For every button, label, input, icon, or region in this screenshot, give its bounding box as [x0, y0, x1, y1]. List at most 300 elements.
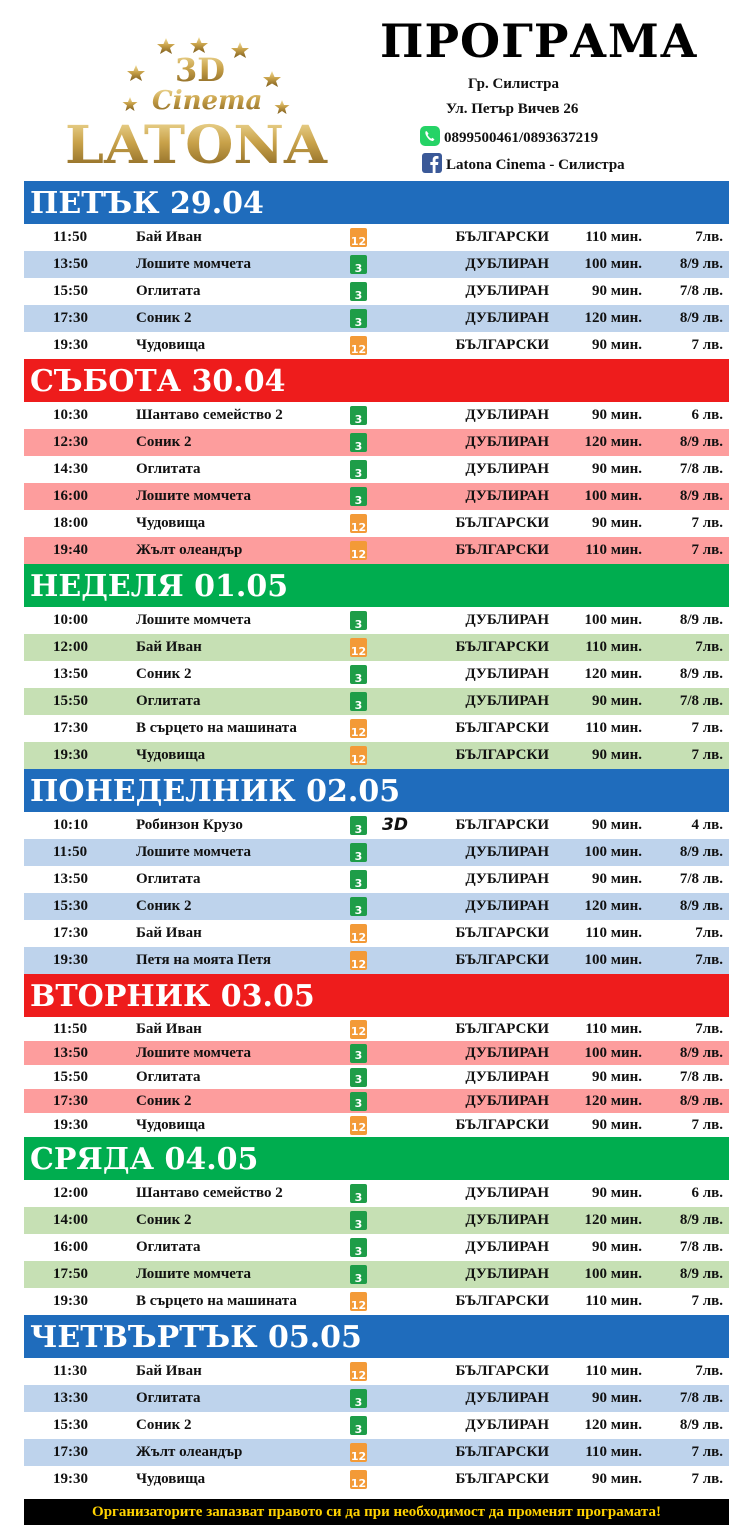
language: БЪЛГАРСКИ — [455, 1021, 549, 1037]
screening-time: 12:00 — [53, 1185, 88, 1201]
logo-cinema-text: Cinema — [152, 86, 263, 116]
movie-title: Бай Иван — [136, 1363, 202, 1379]
ticket-price: 7 лв. — [691, 1117, 723, 1133]
screening-time: 17:50 — [53, 1266, 88, 1282]
day-header: ЧЕТВЪРТЪК 05.05 — [24, 1315, 729, 1358]
duration: 100 мин. — [584, 1266, 642, 1282]
day-header: НЕДЕЛЯ 01.05 — [24, 564, 729, 607]
screening-time: 19:30 — [53, 1117, 88, 1133]
age-rating-value: 3 — [350, 1092, 367, 1111]
ticket-price: 7/8 лв. — [679, 1390, 723, 1406]
age-rating-value: 3 — [350, 282, 367, 301]
movie-title: Чудовища — [136, 1117, 206, 1133]
language: ДУБЛИРАН — [465, 407, 549, 423]
age-rating-value: 3 — [350, 460, 367, 479]
age-rating-value: 3 — [350, 897, 367, 916]
movie-title: Жълт олеандър — [136, 542, 243, 558]
screening-row — [24, 1288, 729, 1315]
ticket-price: 8/9 лв. — [679, 256, 723, 272]
ticket-price: 7 лв. — [691, 515, 723, 531]
screening-time: 13:50 — [53, 871, 88, 887]
screening-row — [24, 429, 729, 456]
language: БЪЛГАРСКИ — [455, 1363, 549, 1379]
screening-row — [24, 305, 729, 332]
ticket-price: 8/9 лв. — [679, 1093, 723, 1109]
screening-row — [24, 607, 729, 634]
movie-title: Соник 2 — [136, 434, 192, 450]
screening-time: 10:10 — [53, 817, 88, 833]
screening-row — [24, 278, 729, 305]
screening-time: 12:30 — [53, 434, 88, 450]
ticket-price: 6 лв. — [691, 407, 723, 423]
screening-time: 18:00 — [53, 515, 88, 531]
language: ДУБЛИРАН — [465, 488, 549, 504]
screening-time: 13:50 — [53, 256, 88, 272]
movie-title: Оглитата — [136, 693, 201, 709]
movie-title: Лошите момчета — [136, 612, 252, 628]
ticket-price: 7 лв. — [691, 337, 723, 353]
language: ДУБЛИРАН — [465, 1239, 549, 1255]
logo-graphic — [60, 35, 335, 170]
facebook-icon — [422, 153, 442, 173]
screening-row — [24, 947, 729, 974]
duration: 90 мин. — [591, 515, 642, 531]
language: БЪЛГАРСКИ — [455, 925, 549, 941]
screening-time: 14:00 — [53, 1212, 88, 1228]
age-rating-value: 3 — [350, 665, 367, 684]
screening-time: 17:30 — [53, 925, 88, 941]
language: ДУБЛИРАН — [465, 844, 549, 860]
age-rating-value: 3 — [350, 1184, 367, 1203]
screening-time: 11:30 — [53, 1363, 88, 1379]
screening-row — [24, 224, 729, 251]
screening-row — [24, 1089, 729, 1113]
screening-time: 11:50 — [53, 1021, 88, 1037]
ticket-price: 8/9 лв. — [679, 844, 723, 860]
screening-row — [24, 866, 729, 893]
screening-time: 13:50 — [53, 1045, 88, 1061]
movie-title: Оглитата — [136, 283, 201, 299]
screening-row — [24, 483, 729, 510]
movie-title: Лошите момчета — [136, 488, 252, 504]
language: ДУБЛИРАН — [465, 1185, 549, 1201]
ticket-price: 7 лв. — [691, 747, 723, 763]
screening-row — [24, 634, 729, 661]
language: ДУБЛИРАН — [465, 1093, 549, 1109]
screening-row — [24, 742, 729, 769]
movie-title: Шантаво семейство 2 — [136, 407, 283, 423]
ticket-price: 8/9 лв. — [679, 666, 723, 682]
disclaimer-footer: Организаторите запазват правото си да при необходимост да променят програмата! — [24, 1499, 729, 1525]
age-rating-value: 3 — [350, 1265, 367, 1284]
movie-title: Соник 2 — [136, 666, 192, 682]
duration: 100 мин. — [584, 1045, 642, 1061]
screening-row — [24, 251, 729, 278]
age-rating-value: 12 — [350, 514, 367, 533]
ticket-price: 7 лв. — [691, 1444, 723, 1460]
ticket-price: 7лв. — [695, 1363, 723, 1379]
logo-3d-text: 3D — [175, 51, 226, 89]
ticket-price: 8/9 лв. — [679, 612, 723, 628]
schedule — [24, 181, 729, 1493]
movie-title: Бай Иван — [136, 1021, 202, 1037]
facebook-page-name: Latona Cinema - Силистра — [446, 157, 625, 173]
age-rating-icon — [350, 1470, 367, 1497]
duration: 90 мин. — [591, 461, 642, 477]
screening-time: 19:30 — [53, 952, 88, 968]
screening-row — [24, 812, 729, 839]
language: БЪЛГАРСКИ — [455, 720, 549, 736]
ticket-price: 7 лв. — [691, 542, 723, 558]
duration: 90 мин. — [591, 871, 642, 887]
ticket-price: 7/8 лв. — [679, 693, 723, 709]
ticket-price: 8/9 лв. — [679, 1045, 723, 1061]
movie-title: Бай Иван — [136, 925, 202, 941]
duration: 90 мин. — [591, 1069, 642, 1085]
screening-row — [24, 332, 729, 359]
age-rating-icon — [350, 1043, 367, 1067]
language: ДУБЛИРАН — [465, 693, 549, 709]
age-rating-value: 12 — [350, 719, 367, 738]
poster-header — [0, 0, 750, 180]
ticket-price: 7/8 лв. — [679, 1069, 723, 1085]
movie-title: Соник 2 — [136, 898, 192, 914]
age-rating-icon — [350, 1067, 367, 1091]
ticket-price: 8/9 лв. — [679, 310, 723, 326]
language: БЪЛГАРСКИ — [455, 542, 549, 558]
screening-time: 11:50 — [53, 844, 88, 860]
screening-time: 16:00 — [53, 1239, 88, 1255]
age-rating-value: 3 — [350, 1389, 367, 1408]
screening-time: 12:00 — [53, 639, 88, 655]
duration: 90 мин. — [591, 1239, 642, 1255]
duration: 90 мин. — [591, 337, 642, 353]
screening-time: 14:30 — [53, 461, 88, 477]
language: БЪЛГАРСКИ — [455, 337, 549, 353]
age-rating-icon — [350, 1115, 367, 1139]
screening-row — [24, 1180, 729, 1207]
screening-time: 16:00 — [53, 488, 88, 504]
ticket-price: 6 лв. — [691, 1185, 723, 1201]
movie-title: В сърцето на машината — [136, 720, 297, 736]
latona-cinema-logo — [60, 35, 335, 170]
screening-time: 19:40 — [53, 542, 88, 558]
ticket-price: 8/9 лв. — [679, 488, 723, 504]
screening-row — [24, 920, 729, 947]
language: ДУБЛИРАН — [465, 1417, 549, 1433]
movie-title: Чудовища — [136, 515, 206, 531]
language: БЪЛГАРСКИ — [455, 229, 549, 245]
age-rating-value: 12 — [350, 336, 367, 355]
screening-row — [24, 839, 729, 866]
age-rating-icon — [350, 541, 367, 568]
duration: 90 мин. — [591, 1117, 642, 1133]
duration: 100 мин. — [584, 612, 642, 628]
screening-row — [24, 1041, 729, 1065]
ticket-price: 8/9 лв. — [679, 1266, 723, 1282]
duration: 120 мин. — [584, 434, 642, 450]
ticket-price: 8/9 лв. — [679, 1212, 723, 1228]
viber-phone-icon — [420, 126, 440, 146]
duration: 110 мин. — [585, 720, 642, 736]
duration: 90 мин. — [591, 1185, 642, 1201]
duration: 90 мин. — [591, 1471, 642, 1487]
screening-time: 17:30 — [53, 1444, 88, 1460]
screening-time: 15:50 — [53, 693, 88, 709]
screening-row — [24, 1358, 729, 1385]
language: ДУБЛИРАН — [465, 461, 549, 477]
ticket-price: 7/8 лв. — [679, 1239, 723, 1255]
duration: 100 мин. — [584, 952, 642, 968]
screening-row — [24, 537, 729, 564]
movie-title: Чудовища — [136, 1471, 206, 1487]
screening-row — [24, 1017, 729, 1041]
duration: 90 мин. — [591, 407, 642, 423]
movie-title: Соник 2 — [136, 1417, 192, 1433]
ticket-price: 7/8 лв. — [679, 461, 723, 477]
age-rating-value: 12 — [350, 638, 367, 657]
age-rating-value: 12 — [350, 228, 367, 247]
age-rating-value: 3 — [350, 487, 367, 506]
movie-title: Робинзон Крузо — [136, 817, 243, 833]
age-rating-icon — [350, 1091, 367, 1115]
language: ДУБЛИРАН — [465, 283, 549, 299]
screening-time: 17:30 — [53, 310, 88, 326]
duration: 110 мин. — [585, 925, 642, 941]
ticket-price: 7лв. — [695, 1021, 723, 1037]
3d-format-icon: 3D — [382, 815, 408, 835]
duration: 110 мин. — [585, 542, 642, 558]
ticket-price: 7лв. — [695, 952, 723, 968]
street-address: Ул. Петър Вичев 26 — [446, 101, 579, 117]
language: ДУБЛИРАН — [465, 1069, 549, 1085]
age-rating-icon — [350, 746, 367, 773]
age-rating-value: 12 — [350, 951, 367, 970]
age-rating-value: 12 — [350, 1362, 367, 1381]
language: ДУБЛИРАН — [465, 310, 549, 326]
language: ДУБЛИРАН — [465, 1390, 549, 1406]
duration: 120 мин. — [584, 1212, 642, 1228]
age-rating-value: 12 — [350, 1443, 367, 1462]
phone-line — [420, 126, 598, 147]
age-rating-value: 3 — [350, 433, 367, 452]
language: БЪЛГАРСКИ — [455, 1444, 549, 1460]
age-rating-value: 3 — [350, 692, 367, 711]
screening-time: 11:50 — [53, 229, 88, 245]
language: ДУБЛИРАН — [465, 434, 549, 450]
movie-title: Оглитата — [136, 1069, 201, 1085]
age-rating-value: 12 — [350, 924, 367, 943]
age-rating-value: 3 — [350, 1211, 367, 1230]
screening-row — [24, 1412, 729, 1439]
language: БЪЛГАРСКИ — [455, 1117, 549, 1133]
movie-title: Лошите момчета — [136, 844, 252, 860]
language: ДУБЛИРАН — [465, 256, 549, 272]
age-rating-value: 3 — [350, 255, 367, 274]
movie-title: Оглитата — [136, 461, 201, 477]
language: ДУБЛИРАН — [465, 898, 549, 914]
movie-title: Соник 2 — [136, 310, 192, 326]
ticket-price: 7лв. — [695, 639, 723, 655]
screening-time: 17:30 — [53, 720, 88, 736]
screening-row — [24, 893, 729, 920]
screening-time: 15:50 — [53, 1069, 88, 1085]
language: БЪЛГАРСКИ — [455, 1293, 549, 1309]
screening-row — [24, 1261, 729, 1288]
duration: 100 мин. — [584, 488, 642, 504]
duration: 110 мин. — [585, 1444, 642, 1460]
screening-time: 15:50 — [53, 283, 88, 299]
age-rating-value: 3 — [350, 1044, 367, 1063]
movie-title: Лошите момчета — [136, 1045, 252, 1061]
age-rating-icon — [350, 951, 367, 978]
movie-title: Оглитата — [136, 1239, 201, 1255]
age-rating-value: 3 — [350, 1068, 367, 1087]
language: ДУБЛИРАН — [465, 612, 549, 628]
age-rating-value: 3 — [350, 1416, 367, 1435]
language: ДУБЛИРАН — [465, 666, 549, 682]
ticket-price: 8/9 лв. — [679, 434, 723, 450]
screening-row — [24, 661, 729, 688]
ticket-price: 4 лв. — [691, 817, 723, 833]
screening-time: 19:30 — [53, 337, 88, 353]
screening-time: 13:30 — [53, 1390, 88, 1406]
screening-row — [24, 1207, 729, 1234]
age-rating-value: 3 — [350, 406, 367, 425]
duration: 120 мин. — [584, 310, 642, 326]
duration: 120 мин. — [584, 898, 642, 914]
ticket-price: 7лв. — [695, 925, 723, 941]
screening-time: 15:30 — [53, 898, 88, 914]
movie-title: Оглитата — [136, 1390, 201, 1406]
day-header: СЪБОТА 30.04 — [24, 359, 729, 402]
duration: 90 мин. — [591, 747, 642, 763]
day-header: ПЕТЪК 29.04 — [24, 181, 729, 224]
language: ДУБЛИРАН — [465, 1212, 549, 1228]
duration: 90 мин. — [591, 1390, 642, 1406]
movie-title: Чудовища — [136, 337, 206, 353]
screening-row — [24, 1234, 729, 1261]
movie-title: В сърцето на машината — [136, 1293, 297, 1309]
screening-row — [24, 688, 729, 715]
age-rating-icon — [350, 1292, 367, 1319]
age-rating-value: 3 — [350, 611, 367, 630]
city-text: Гр. Силистра — [468, 76, 560, 92]
duration: 120 мин. — [584, 1417, 642, 1433]
duration: 110 мин. — [585, 639, 642, 655]
ticket-price: 8/9 лв. — [679, 898, 723, 914]
screening-row — [24, 1439, 729, 1466]
phone-numbers: 0899500461/0893637219 — [444, 130, 599, 146]
screening-time: 10:30 — [53, 407, 88, 423]
facebook-line — [422, 153, 625, 174]
age-rating-value: 12 — [350, 1116, 367, 1135]
duration: 110 мин. — [585, 1021, 642, 1037]
movie-title: Оглитата — [136, 871, 201, 887]
duration: 120 мин. — [584, 666, 642, 682]
age-rating-icon — [350, 336, 367, 363]
ticket-price: 7 лв. — [691, 1471, 723, 1487]
day-header: ПОНЕДЕЛНИК 02.05 — [24, 769, 729, 812]
screening-time: 19:30 — [53, 1293, 88, 1309]
age-rating-value: 12 — [350, 746, 367, 765]
screening-row — [24, 715, 729, 742]
ticket-price: 7/8 лв. — [679, 871, 723, 887]
screening-time: 15:30 — [53, 1417, 88, 1433]
duration: 90 мин. — [591, 283, 642, 299]
movie-title: Бай Иван — [136, 639, 202, 655]
movie-title: Соник 2 — [136, 1093, 192, 1109]
movie-title: Чудовища — [136, 747, 206, 763]
day-header: СРЯДА 04.05 — [24, 1137, 729, 1180]
logo-latona-text: LATONA — [65, 115, 328, 170]
movie-title: Шантаво семейство 2 — [136, 1185, 283, 1201]
duration: 110 мин. — [585, 1363, 642, 1379]
movie-title: Соник 2 — [136, 1212, 192, 1228]
screening-row — [24, 1466, 729, 1493]
movie-title: Лошите момчета — [136, 1266, 252, 1282]
header-info — [380, 0, 699, 180]
movie-title: Лошите момчета — [136, 256, 252, 272]
duration: 100 мин. — [584, 844, 642, 860]
age-rating-value: 12 — [350, 1292, 367, 1311]
language: БЪЛГАРСКИ — [455, 639, 549, 655]
screening-row — [24, 456, 729, 483]
screening-row — [24, 402, 729, 429]
language: ДУБЛИРАН — [465, 871, 549, 887]
age-rating-value: 3 — [350, 816, 367, 835]
duration: 90 мин. — [591, 817, 642, 833]
language: ДУБЛИРАН — [465, 1266, 549, 1282]
language: БЪЛГАРСКИ — [455, 952, 549, 968]
age-rating-value: 3 — [350, 309, 367, 328]
screening-time: 19:30 — [53, 747, 88, 763]
screening-row — [24, 1065, 729, 1089]
language: БЪЛГАРСКИ — [455, 1471, 549, 1487]
ticket-price: 7 лв. — [691, 1293, 723, 1309]
age-rating-icon — [350, 1019, 367, 1043]
duration: 100 мин. — [584, 256, 642, 272]
age-rating-value: 12 — [350, 1470, 367, 1489]
movie-title: Петя на моята Петя — [136, 952, 272, 968]
age-rating-value: 3 — [350, 870, 367, 889]
language: БЪЛГАРСКИ — [455, 515, 549, 531]
ticket-price: 7 лв. — [691, 720, 723, 736]
duration: 90 мин. — [591, 693, 642, 709]
language: ДУБЛИРАН — [465, 1045, 549, 1061]
screening-time: 17:30 — [53, 1093, 88, 1109]
page-title: ПРОГРАМА — [380, 14, 699, 68]
ticket-price: 7лв. — [695, 229, 723, 245]
ticket-price: 7/8 лв. — [679, 283, 723, 299]
ticket-price: 8/9 лв. — [679, 1417, 723, 1433]
duration: 120 мин. — [584, 1093, 642, 1109]
age-rating-value: 3 — [350, 843, 367, 862]
screening-row — [24, 510, 729, 537]
screening-time: 10:00 — [53, 612, 88, 628]
movie-title: Жълт олеандър — [136, 1444, 243, 1460]
language: БЪЛГАРСКИ — [455, 747, 549, 763]
screening-time: 19:30 — [53, 1471, 88, 1487]
age-rating-value: 12 — [350, 1020, 367, 1039]
movie-title: Бай Иван — [136, 229, 202, 245]
screening-time: 13:50 — [53, 666, 88, 682]
day-header: ВТОРНИК 03.05 — [24, 974, 729, 1017]
duration: 110 мин. — [585, 1293, 642, 1309]
age-rating-value: 12 — [350, 541, 367, 560]
screening-row — [24, 1385, 729, 1412]
language: БЪЛГАРСКИ — [455, 817, 549, 833]
